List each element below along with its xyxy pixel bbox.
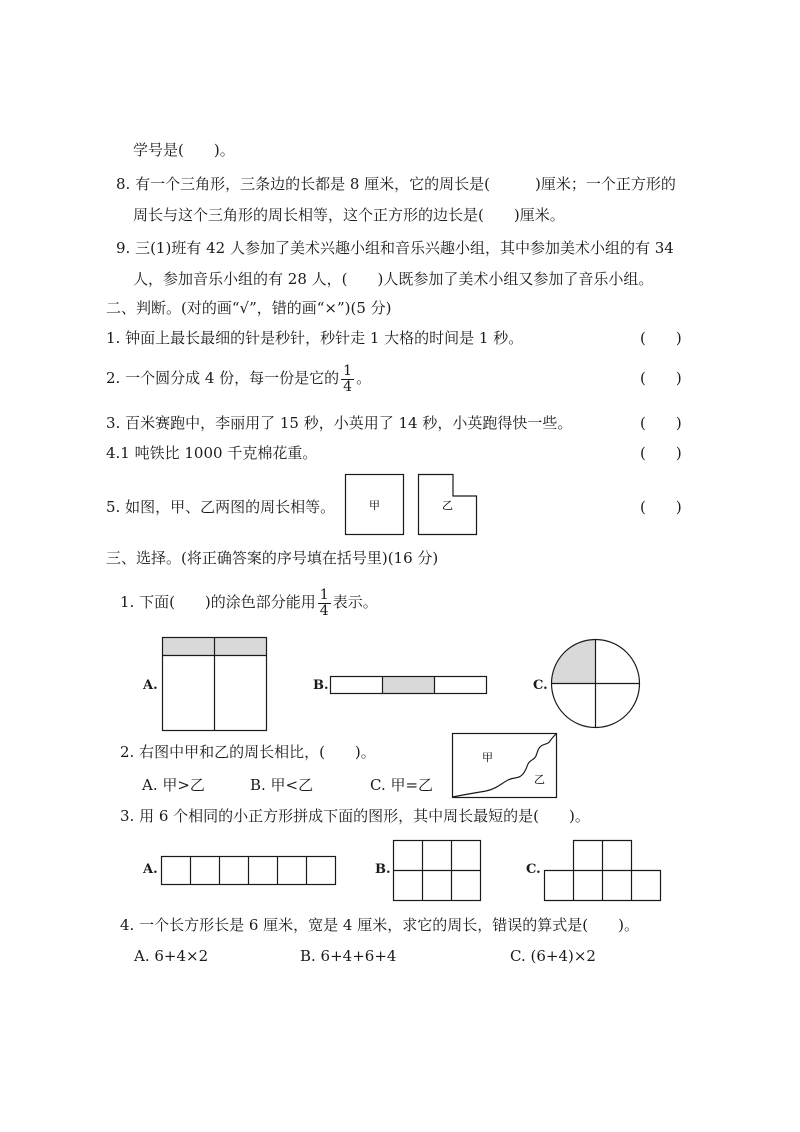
choice-q3-option-c-figure	[544, 840, 662, 902]
judge-q4: 4.1 吨铁比 1000 千克棉花重。	[106, 444, 318, 462]
judge-q3-answer[interactable]: ( )	[640, 414, 682, 432]
judge-q5-answer[interactable]: ( )	[640, 498, 682, 516]
fraction-numerator: 1	[319, 586, 329, 603]
fraction-one-quarter	[318, 588, 331, 619]
judge-q4-answer[interactable]: ( )	[640, 444, 682, 462]
choice-q4-option-b[interactable]: B. 6+4+6+4	[300, 947, 397, 965]
section3-heading: 三、选择。(将正确答案的序号填在括号里)(16 分)	[106, 549, 439, 567]
choice-q1-text: 1. 下面( )的涂色部分能用	[120, 593, 316, 611]
choice-q2-jia-label: 甲	[482, 751, 493, 764]
figure-jia-square	[345, 474, 405, 536]
q7-continuation: 学号是( )。	[133, 141, 235, 159]
choice-q1-option-a-label[interactable]: A.	[143, 678, 158, 693]
q8-line-2: 周长与这个三角形的周长相等，这个正方形的边长是( )厘米。	[133, 206, 565, 224]
judge-q5: 5. 如图，甲、乙两图的周长相等。	[106, 498, 336, 516]
fraction-denominator: 4	[319, 602, 329, 619]
section2-heading: 二、判断。(对的画“√”，错的画“×”)(5 分)	[106, 299, 392, 317]
choice-q1	[120, 582, 378, 622]
judge-q2-answer[interactable]: ( )	[640, 369, 682, 387]
figure-yi-label: 乙	[442, 499, 453, 512]
choice-q3-option-a-label[interactable]: A.	[143, 862, 158, 877]
judge-q1: 1. 钟面上最长最细的针是秒针，秒针走 1 大格的时间是 1 秒。	[106, 329, 524, 347]
choice-q2-option-a[interactable]: A. 甲>乙	[142, 776, 205, 794]
choice-q3-option-b-figure	[393, 840, 483, 902]
choice-q1-option-c-circle	[550, 638, 642, 730]
judge-q2-text: 2. 一个圆分成 4 份，每一份是它的	[106, 369, 340, 387]
choice-q2-figure	[452, 733, 558, 799]
choice-q3-option-c-label[interactable]: C.	[526, 862, 541, 877]
choice-q4-option-c[interactable]: C. (6+4)×2	[510, 947, 596, 965]
judge-q2-period: 。	[356, 369, 372, 387]
choice-q1-option-b-label[interactable]: B.	[313, 678, 329, 693]
judge-q3: 3. 百米赛跑中，李丽用了 15 秒，小英用了 14 秒，小英跑得快一些。	[106, 414, 573, 432]
choice-q2: 2. 右图中甲和乙的周长相比，( )。	[120, 743, 376, 761]
choice-q3-option-a-figure	[161, 856, 337, 886]
choice-q1-option-a-figure	[162, 637, 268, 732]
q9-line-1: 9. 三(1)班有 42 人参加了美术兴趣小组和音乐兴趣小组，其中参加美术小组的有 34	[116, 239, 674, 257]
choice-q3-option-b-label[interactable]: B.	[375, 862, 391, 877]
judge-q2	[106, 358, 371, 398]
choice-q4-option-a[interactable]: A. 6+4×2	[134, 947, 209, 965]
choice-q1-suffix: 表示。	[332, 593, 378, 611]
fraction-numerator: 1	[343, 362, 353, 379]
figure-yi-notched-square	[418, 474, 478, 536]
q8-line-1: 8. 有一个三角形，三条边的长都是 8 厘米，它的周长是( )厘米；一个正方形的	[116, 175, 676, 193]
fraction-one-quarter	[341, 364, 354, 395]
fraction-denominator: 4	[343, 378, 353, 395]
choice-q1-option-c-label[interactable]: C.	[533, 678, 548, 693]
q9-line-2: 人，参加音乐小组的有 28 人，( )人既参加了美术小组又参加了音乐小组。	[133, 270, 654, 288]
choice-q2-yi-label: 乙	[534, 773, 545, 786]
choice-q4: 4. 一个长方形长是 6 厘米，宽是 4 厘米，求它的周长，错误的算式是( )。	[120, 916, 639, 934]
choice-q2-option-c[interactable]: C. 甲=乙	[370, 776, 434, 794]
choice-q3: 3. 用 6 个相同的小正方形拼成下面的图形，其中周长最短的是( )。	[120, 807, 590, 825]
choice-q1-option-b-figure	[330, 676, 488, 695]
choice-q2-option-b[interactable]: B. 甲<乙	[250, 776, 314, 794]
figure-jia-label: 甲	[369, 499, 380, 512]
judge-q1-answer[interactable]: ( )	[640, 329, 682, 347]
